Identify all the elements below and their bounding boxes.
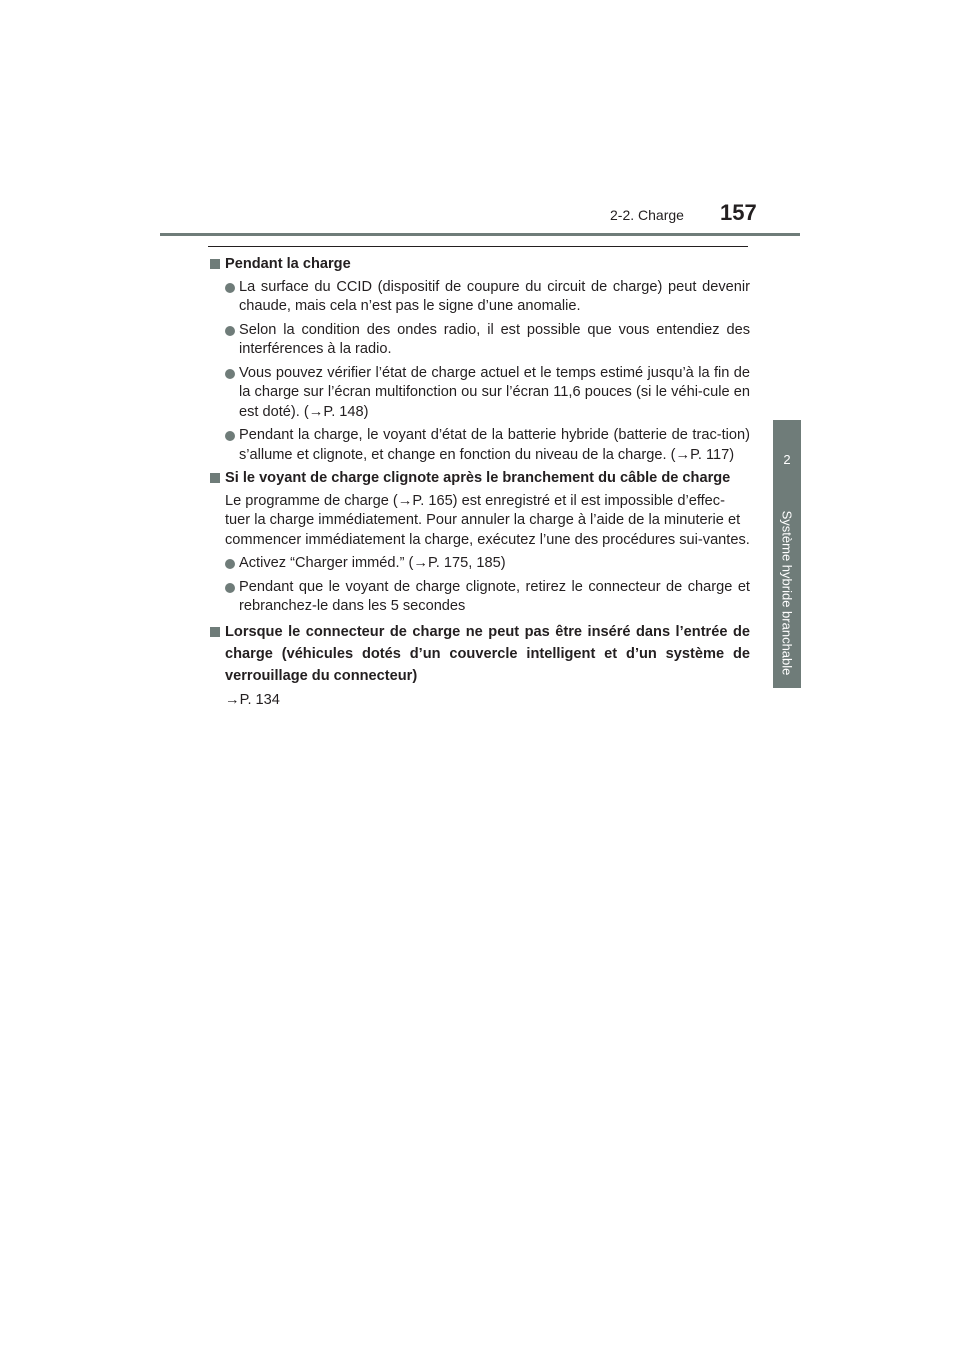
list-item (210, 554, 750, 574)
heading-text: Si le voyant de charge clignote après le branchement du câble de charge (225, 470, 731, 486)
square-bullet-icon (210, 627, 220, 637)
list-item (210, 278, 750, 317)
section-heading (210, 469, 750, 489)
section-heading (210, 621, 750, 687)
circle-bullet-icon (225, 326, 235, 336)
header-section-title: 2-2. Charge (610, 207, 684, 223)
circle-bullet-icon (225, 559, 235, 569)
square-bullet-icon (210, 473, 220, 483)
list-item-text: Vous pouvez vérifier l’état de charge actuel et le temps estimé jusqu’à la fin de la charge sur l’écran multifonction ou sur l’écran 11,6 pouces (si le véhi-cule en est doté). (→P. 148) (239, 364, 750, 420)
list-item-text: Pendant la charge, le voyant d’état de la batterie hybride (batterie de trac-tion) s’allume et clignote, et change en fonction du niveau de la charge. (→P. 117) (239, 427, 750, 463)
section-divider (208, 246, 748, 247)
square-bullet-icon (210, 259, 220, 269)
section-paragraph: Le programme de charge (→P. 165) est enregistré et il est impossible d’effec-tuer la charge immédiatement. Pour annuler la charge à l’aide de la minuterie et commencer immédiatement la charge, exécutez l’une des procédures sui-vantes. (225, 492, 750, 548)
chapter-number: 2 (783, 451, 791, 467)
page-content (210, 255, 750, 710)
list-item-text: La surface du CCID (dispositif de coupure du circuit de charge) peut devenir chaude, mais cela n’est pas le signe d’une anomalie. (239, 278, 750, 314)
chapter-tab-number (773, 420, 801, 498)
list-item (210, 321, 750, 360)
section-heading (210, 255, 750, 275)
page-number: 157 (720, 200, 757, 225)
list-item-text: Selon la condition des ondes radio, il est possible que vous entendiez des interférences à la radio. (239, 321, 750, 357)
list-item (210, 364, 750, 423)
heading-text: Pendant la charge (225, 256, 351, 272)
circle-bullet-icon (225, 283, 235, 293)
list-item-text: Pendant que le voyant de charge clignote, retirez le connecteur de charge et rebranchez-le dans les 5 secondes (239, 578, 750, 614)
circle-bullet-icon (225, 583, 235, 593)
circle-bullet-icon (225, 369, 235, 379)
heading-text: Lorsque le connecteur de charge ne peut pas être inséré dans l’entrée de charge (véhicules dotés d’un couvercle intelligent et d’un système de verrouillage du connecteur) (225, 623, 750, 684)
chapter-tab-title (773, 498, 801, 688)
circle-bullet-icon (225, 431, 235, 441)
page-reference: →P. 134 (225, 691, 280, 708)
chapter-title: Système hybride branchable (779, 510, 795, 676)
list-item (210, 426, 750, 465)
header-divider (160, 233, 800, 236)
list-item (210, 578, 750, 617)
list-item-text: Activez “Charger imméd.” (→P. 175, 185) (239, 555, 506, 571)
